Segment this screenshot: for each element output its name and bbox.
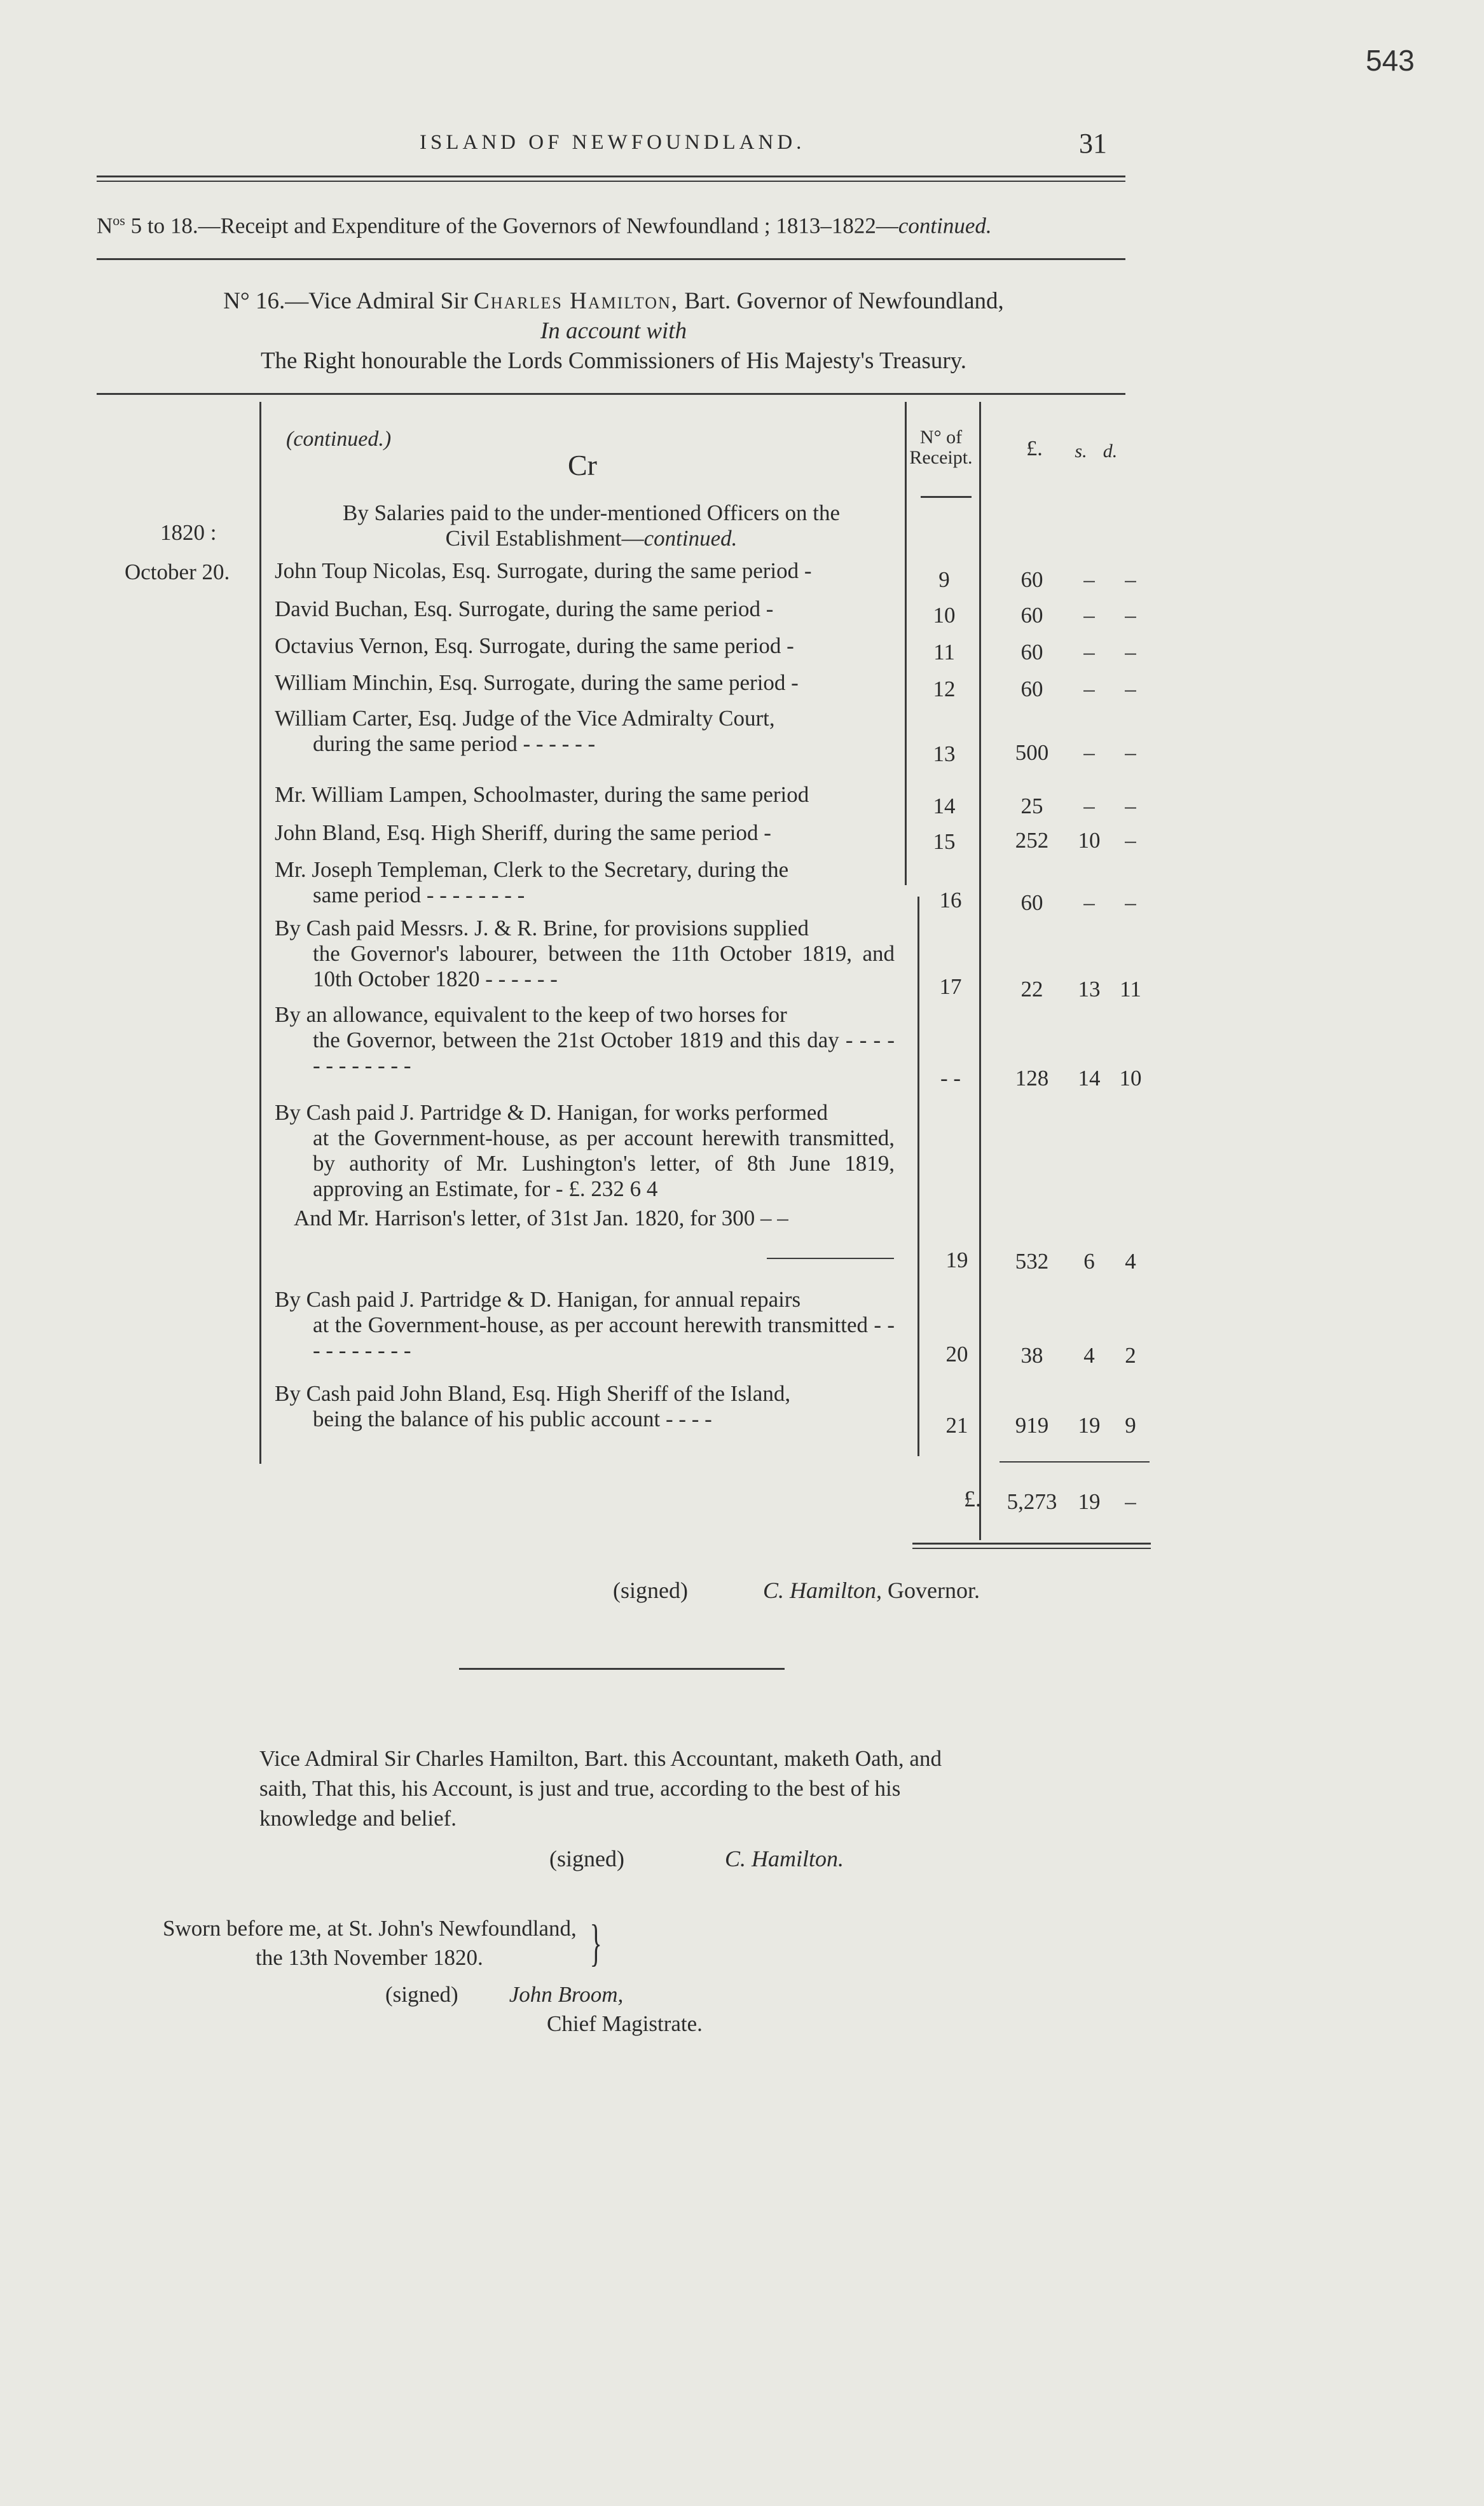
amount: 500 – – <box>1015 740 1136 765</box>
account-heading-line3: The Right honourable the Lords Commissioners of His Majesty's Treasury. <box>260 348 967 374</box>
magistrate-signature: (signed) John Broom, Chief Magistrate. <box>385 1982 703 2036</box>
date-column-line <box>259 402 261 1464</box>
receipt-number: 9 <box>938 567 950 592</box>
entry-row: By an allowance, equivalent to the keep of two horses for the Governor, between the 21st October 1819 and this day - - - - - - - - - - - - <box>275 1002 895 1078</box>
sworn-statement: Sworn before me, at St. John's Newfoundland, the 13th November 1820. <box>163 1916 577 1970</box>
amount: 25 – – <box>1020 794 1136 818</box>
total-amount: 5,273 19 – <box>1007 1489 1136 1514</box>
amount: 60 – – <box>1020 603 1136 628</box>
entry-row: John Bland, Esq. High Sheriff, during the same period - <box>275 820 771 845</box>
receipt-number: 10 <box>933 603 956 628</box>
oath-statement: Vice Admiral Sir Charles Hamilton, Bart. this Accountant, maketh Oath, and saith, That this, his Account, is just and true, according to the best of his knowledge and belief. <box>259 1746 942 1831</box>
subtitle-italic: continued. <box>898 213 992 238</box>
receipt-number: 20 <box>945 1342 968 1367</box>
receipt-number: 11 <box>933 640 955 664</box>
amount: 60 – – <box>1020 640 1136 664</box>
oath-signature: (signed) C. Hamilton. <box>549 1846 844 1871</box>
amount: 128 14 10 <box>1015 1066 1142 1091</box>
continued-label: (continued.) <box>286 427 392 451</box>
receipt-number: 15 <box>933 829 956 854</box>
brace-icon: } <box>589 1915 602 1971</box>
receipt-number: 16 <box>939 888 962 912</box>
amount-column-line <box>979 402 981 1540</box>
amount: 919 19 9 <box>1015 1413 1136 1438</box>
subtitle-prefix-sup: os <box>113 212 125 228</box>
page-number: 543 <box>1366 44 1415 77</box>
entry-row: By Cash paid J. Partridge & D. Hanigan, for works performed at the Government-house, as per account herewith transmitted, by authority of Mr. Lushington's letter, of 8th June 1819, approving an Estimate, for - £. 232 6 4 And Mr. Harrison's letter, of 31st Jan. 1820, for 300 – – <box>275 1100 895 1230</box>
account-heading-line1: N° 16.—Vice Admiral Sir Charles Hamilton, Bart. Governor of Newfoundland, <box>223 288 1004 314</box>
receipt-number: - - <box>940 1066 961 1091</box>
pence-header: d. <box>1103 441 1118 462</box>
head-rule-2 <box>97 181 1125 182</box>
entry-row: David Buchan, Esq. Surrogate, during the same period - <box>275 596 774 621</box>
entry-row: William Carter, Esq. Judge of the Vice Admiralty Court, during the same period - - - - - - <box>275 706 775 756</box>
receipt-number: 12 <box>933 677 956 701</box>
pounds-header: £. <box>1026 437 1043 460</box>
entry-row: By Cash paid J. Partridge & D. Hanigan, for annual repairs at the Government-house, as per account herewith transmitted - - - - - - - - - - <box>275 1287 895 1363</box>
subtitle-rule <box>97 258 1125 260</box>
governor-signature: (signed) C. Hamilton, Governor. <box>613 1578 980 1603</box>
entry-row: Octavius Vernon, Esq. Surrogate, during the same period - <box>275 633 794 658</box>
running-page-number: 31 <box>1079 128 1107 159</box>
receipt-column-header: N° of Receipt. <box>909 427 973 468</box>
amount: 22 13 11 <box>1020 977 1141 1002</box>
shillings-header: s. <box>1075 441 1087 462</box>
entry-row: Mr. William Lampen, Schoolmaster, during the same period <box>275 782 809 807</box>
entry-row: Mr. Joseph Templeman, Clerk to the Secretary, during the same period - - - - - - - - <box>275 857 789 907</box>
amount: 38 4 2 <box>1020 1343 1136 1368</box>
subtotal-rule <box>767 1258 894 1259</box>
receipt-number: 21 <box>945 1413 968 1438</box>
total-bottom-rule-2 <box>912 1548 1151 1549</box>
running-head: ISLAND OF NEWFOUNDLAND. <box>420 131 806 154</box>
total-bottom-rule-1 <box>912 1543 1151 1545</box>
amount: 60 – – <box>1020 567 1136 592</box>
entry-row: John Toup Nicolas, Esq. Surrogate, during the same period - <box>275 558 812 583</box>
table-top-rule <box>97 393 1125 395</box>
account-heading <box>178 286 1049 376</box>
entry-row: By Cash paid Messrs. J. & R. Brine, for provisions supplied the Governor's labourer, between the 11th October 1819, and 10th October 1820 - - - - - - <box>275 916 895 991</box>
entry-row: William Minchin, Esq. Surrogate, during the same period - <box>275 670 799 695</box>
receipt-column-line-left <box>905 402 907 885</box>
amount: 252 10 – <box>1015 828 1136 853</box>
subtitle-prefix: N <box>97 213 113 238</box>
total-top-rule <box>1000 1461 1150 1463</box>
creditor-label: Cr <box>568 449 597 481</box>
salaries-intro: By Salaries paid to the under-mentioned Officers on the Civil Establishment—continued. <box>342 500 841 551</box>
year-label: 1820 : <box>160 520 217 545</box>
receipt-header-rule <box>921 496 972 498</box>
receipt-number: 13 <box>933 741 956 766</box>
head-rule-1 <box>97 176 1125 177</box>
date-label: October 20. <box>125 560 230 584</box>
total-label: £. <box>964 1486 981 1511</box>
document-subtitle <box>97 212 992 239</box>
section-divider <box>459 1668 785 1670</box>
entry-row: By Cash paid John Bland, Esq. High Sheriff of the Island, being the balance of his public account - - - - <box>275 1381 791 1431</box>
account-heading-line2: In account with <box>540 318 687 344</box>
subtitle-main: 5 to 18.—Receipt and Expenditure of the Governors of Newfoundland ; 1813–1822— <box>125 213 898 238</box>
receipt-number: 17 <box>939 974 962 999</box>
receipt-number: 14 <box>933 794 956 818</box>
amount: 532 6 4 <box>1015 1249 1136 1274</box>
amount: 60 – – <box>1020 890 1136 915</box>
receipt-number: 19 <box>945 1248 968 1272</box>
amount: 60 – – <box>1020 677 1136 701</box>
